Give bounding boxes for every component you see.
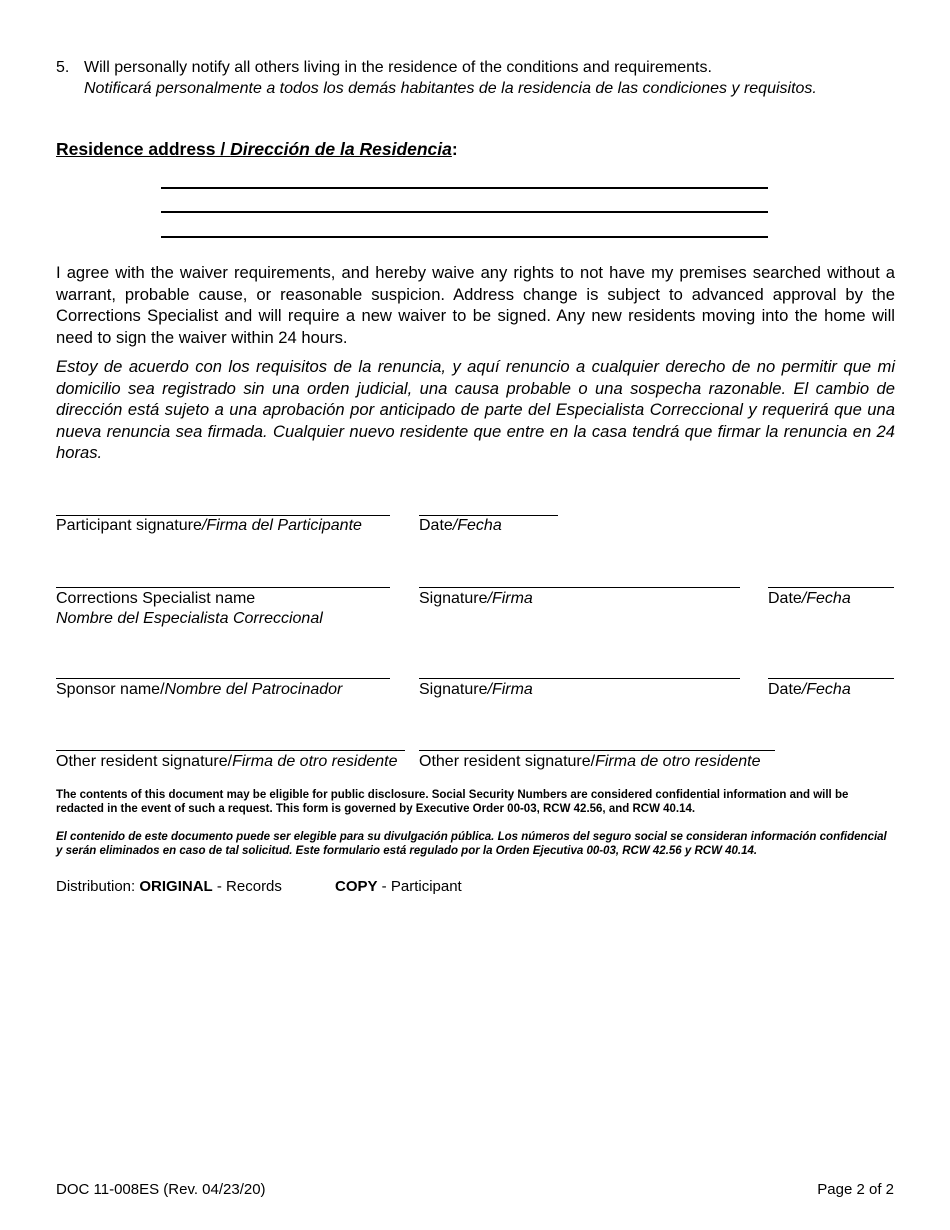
sponsor-signature-es: /Firma xyxy=(487,681,533,698)
disclosure-spanish: El contenido de este documento puede ser elegible para su divulgación pública. Los números del seguro social se consideran información confidencial y serán eliminados en caso de tal solicitud. Este formulario está regulado por la Orden Ejecutiva 00-03, RCW 42.56 y RCW 40.14. xyxy=(56,831,887,857)
sponsor-signature-label xyxy=(419,680,533,700)
disclosure-english: The contents of this document may be eligible for public disclosure. Social Security Numbers are considered confidential information and will be redacted in the event of such a request. This form is governed by Executive Order 00-03, RCW 42.56, and RCW 40.14. xyxy=(56,789,849,815)
participant-label-en: Participant signature xyxy=(56,517,202,534)
specialist-date-line[interactable] xyxy=(768,587,894,588)
item-5-spanish: Notificará personalmente a todos los demás habitantes de la residencia de las condiciones y requisitos. xyxy=(84,80,817,97)
residence-colon: : xyxy=(451,139,458,159)
distribution-copy-dest: - Participant xyxy=(377,878,462,895)
sponsor-date-en: Date xyxy=(768,681,802,698)
address-line-3[interactable] xyxy=(161,236,768,238)
address-line-2[interactable] xyxy=(161,211,768,213)
residence-label-en: Residence address xyxy=(56,139,216,159)
sponsor-signature-en: Signature xyxy=(419,681,488,698)
other-resident-1-es: Firma de otro residente xyxy=(232,753,398,770)
other-resident-2-en: Other resident signature/ xyxy=(419,753,596,770)
form-id: DOC 11-008ES (Rev. 04/23/20) xyxy=(56,1181,266,1198)
participant-signature-label xyxy=(56,516,362,536)
sponsor-label-en: Sponsor name/ xyxy=(56,681,165,698)
specialist-date-label xyxy=(768,589,851,609)
distribution-original-dest: - Records xyxy=(212,878,282,895)
specialist-signature-es: /Firma xyxy=(487,590,533,607)
other-resident-1-en: Other resident signature/ xyxy=(56,753,233,770)
other-resident-1-label xyxy=(56,752,398,772)
waiver-english: I agree with the waiver requirements, and hereby waive any rights to not have my premises searched without a warrant, probable cause, or reasonable suspicion. Address change is subject to advanced approval by the Corrections Specialist and will require a new waiver to be signed. Any new residents moving into the home will need to sign the waiver within 24 hours. xyxy=(56,263,895,347)
specialist-signature-en: Signature xyxy=(419,590,488,607)
other-resident-1-line[interactable] xyxy=(56,750,405,751)
residence-separator: / xyxy=(215,139,231,159)
sponsor-signature-line[interactable] xyxy=(419,678,740,679)
distribution-label: Distribution: xyxy=(56,878,140,895)
other-resident-2-label xyxy=(419,752,761,772)
specialist-label-en: Corrections Specialist name xyxy=(56,590,256,607)
distribution-copy-label: COPY xyxy=(335,878,378,895)
specialist-name-line[interactable] xyxy=(56,587,390,588)
residence-address-heading xyxy=(56,138,458,160)
specialist-date-es: /Fecha xyxy=(801,590,851,607)
sponsor-date-label xyxy=(768,680,851,700)
specialist-label-es: Nombre del Especialista Correccional xyxy=(56,610,323,627)
participant-label-es: /Firma del Participante xyxy=(201,517,362,534)
sponsor-label-es: Nombre del Patrocinador xyxy=(164,681,343,698)
sponsor-name-label xyxy=(56,680,342,700)
specialist-signature-label xyxy=(419,589,533,609)
participant-date-es: /Fecha xyxy=(452,517,502,534)
specialist-date-en: Date xyxy=(768,590,802,607)
participant-date-label xyxy=(419,516,502,536)
distribution xyxy=(56,877,282,896)
distribution-original: ORIGINAL xyxy=(139,878,213,895)
sponsor-date-line[interactable] xyxy=(768,678,894,679)
sponsor-date-es: /Fecha xyxy=(801,681,851,698)
specialist-name-label xyxy=(56,589,323,629)
participant-date-en: Date xyxy=(419,517,453,534)
residence-label-es: Dirección de la Residencia xyxy=(230,139,452,159)
item-5-english: Will personally notify all others living in the residence of the conditions and requirements. xyxy=(84,59,712,76)
other-resident-2-es: Firma de otro residente xyxy=(595,753,761,770)
page-number: Page 2 of 2 xyxy=(817,1181,894,1198)
sponsor-name-line[interactable] xyxy=(56,678,390,679)
item-5 xyxy=(56,57,896,99)
waiver-spanish: Estoy de acuerdo con los requisitos de la renuncia, y aquí renuncio a cualquier derecho de no permitir que mi domicilio sea registrado sin una orden judicial, una causa probable o una sospecha razonable. El cambio de dirección está sujeto a una aprobación por anticipado de parte del Especialista Correccional y requerirá que una nueva renuncia sea firmada. Cualquier nuevo residente que entre en la casa tendrá que firmar la renuncia en 24 horas. xyxy=(56,357,895,462)
distribution-copy xyxy=(335,877,462,896)
specialist-signature-line[interactable] xyxy=(419,587,740,588)
address-line-1[interactable] xyxy=(161,187,768,189)
other-resident-2-line[interactable] xyxy=(419,750,775,751)
item-5-number: 5. xyxy=(56,59,70,76)
